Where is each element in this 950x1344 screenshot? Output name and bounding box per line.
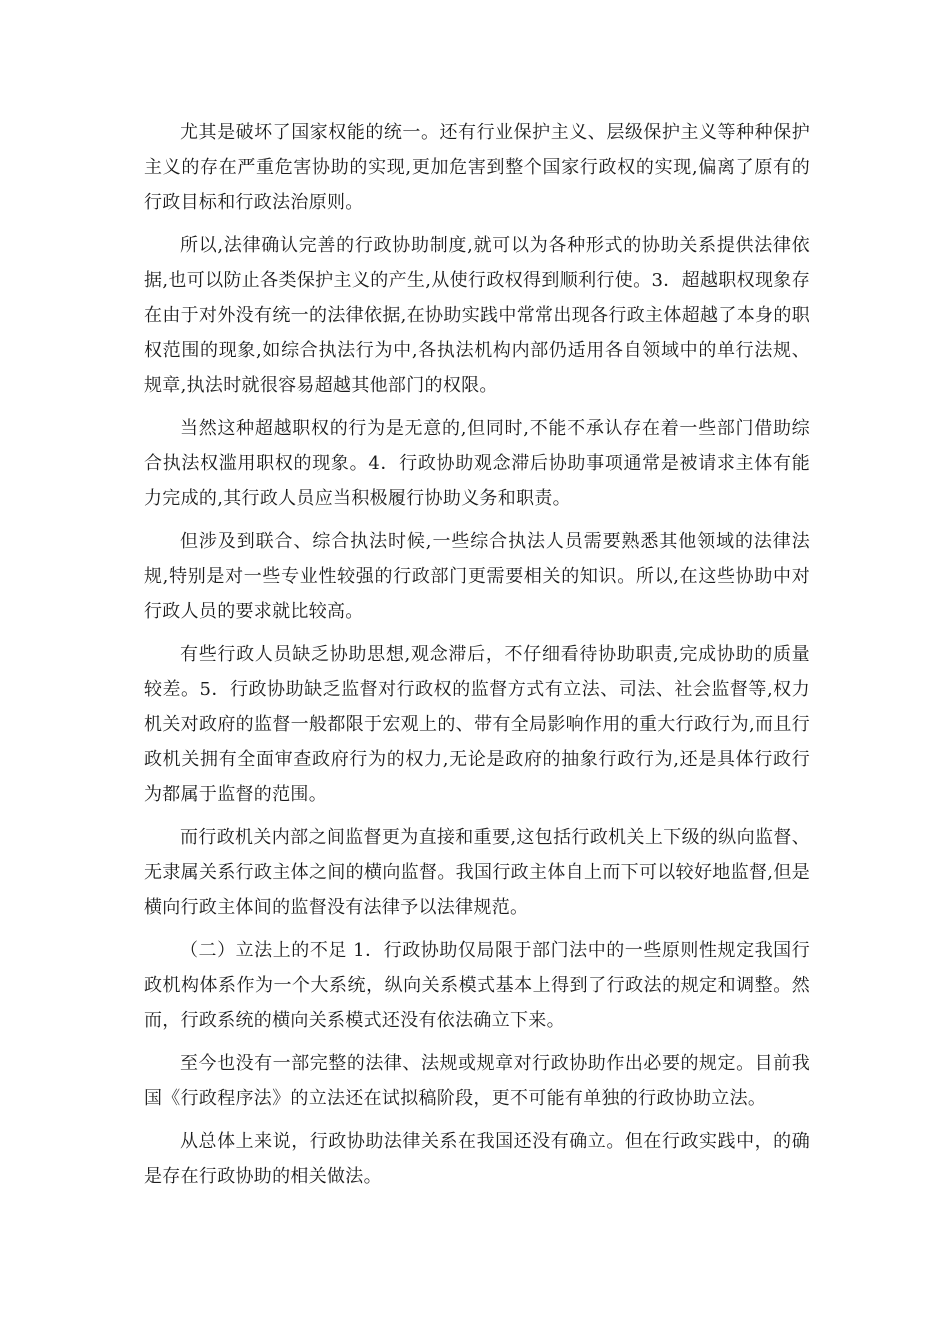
paragraph: 但涉及到联合、综合执法时候,一些综合执法人员需要熟悉其他领域的法律法规,特别是对一些专业性较强的行政部门更需要相关的知识。所以,在这些协助中对行政人员的要求就比较高。 (144, 531, 810, 622)
paragraph: 至今也没有一部完整的法律、法规或规章对行政协助作出必要的规定。目前我国《行政程序法》的立法还在试拟稿阶段，更不可能有单独的行政协助立法。 (144, 1053, 810, 1109)
paragraph: 所以,法律确认完善的行政协助制度,就可以为各种形式的协助关系提供法律依据,也可以防止各类保护主义的产生,从使行政权得到顺利行使。3．超越职权现象存在由于对外没有统一的法律依据,在协助实践中常常出现各行政主体超越了本身的职权范围的现象,如综合执法行为中,各执法机构内部仍适用各自领域中的单行法规、规章,执法时就很容易超越其他部门的权限。 (144, 235, 810, 396)
paragraph: 从总体上来说，行政协助法律关系在我国还没有确立。但在行政实践中，的确是存在行政协助的相关做法。 (144, 1131, 810, 1187)
paragraph: 当然这种超越职权的行为是无意的,但同时,不能不承认存在着一些部门借助综合执法权滥用职权的现象。4．行政协助观念滞后协助事项通常是被请求主体有能力完成的,其行政人员应当积极履行协助义务和职责。 (144, 418, 810, 509)
paragraph: 而行政机关内部之间监督更为直接和重要,这包括行政机关上下级的纵向监督、无隶属关系行政主体之间的横向监督。我国行政主体自上而下可以较好地监督,但是横向行政主体间的监督没有法律予以法律规范。 (144, 827, 810, 918)
paragraph: 尤其是破坏了国家权能的统一。还有行业保护主义、层级保护主义等种种保护主义的存在严重危害协助的实现,更加危害到整个国家行政权的实现,偏离了原有的行政目标和行政法治原则。 (144, 122, 810, 213)
paragraph: （二）立法上的不足 1．行政协助仅局限于部门法中的一些原则性规定我国行政机构体系作为一个大系统，纵向关系模式基本上得到了行政法的规定和调整。然而，行政系统的横向关系模式还没有依法确立下来。 (144, 940, 810, 1031)
document-body (144, 115, 810, 1202)
paragraph: 有些行政人员缺乏协助思想,观念滞后，不仔细看待协助职责,完成协助的质量较差。5．行政协助缺乏监督对行政权的监督方式有立法、司法、社会监督等,权力机关对政府的监督一般都限于宏观上的、带有全局影响作用的重大行政行为,而且行政机关拥有全面审查政府行为的权力,无论是政府的抽象行政行为,还是具体行政行为都属于监督的范围。 (144, 644, 810, 805)
